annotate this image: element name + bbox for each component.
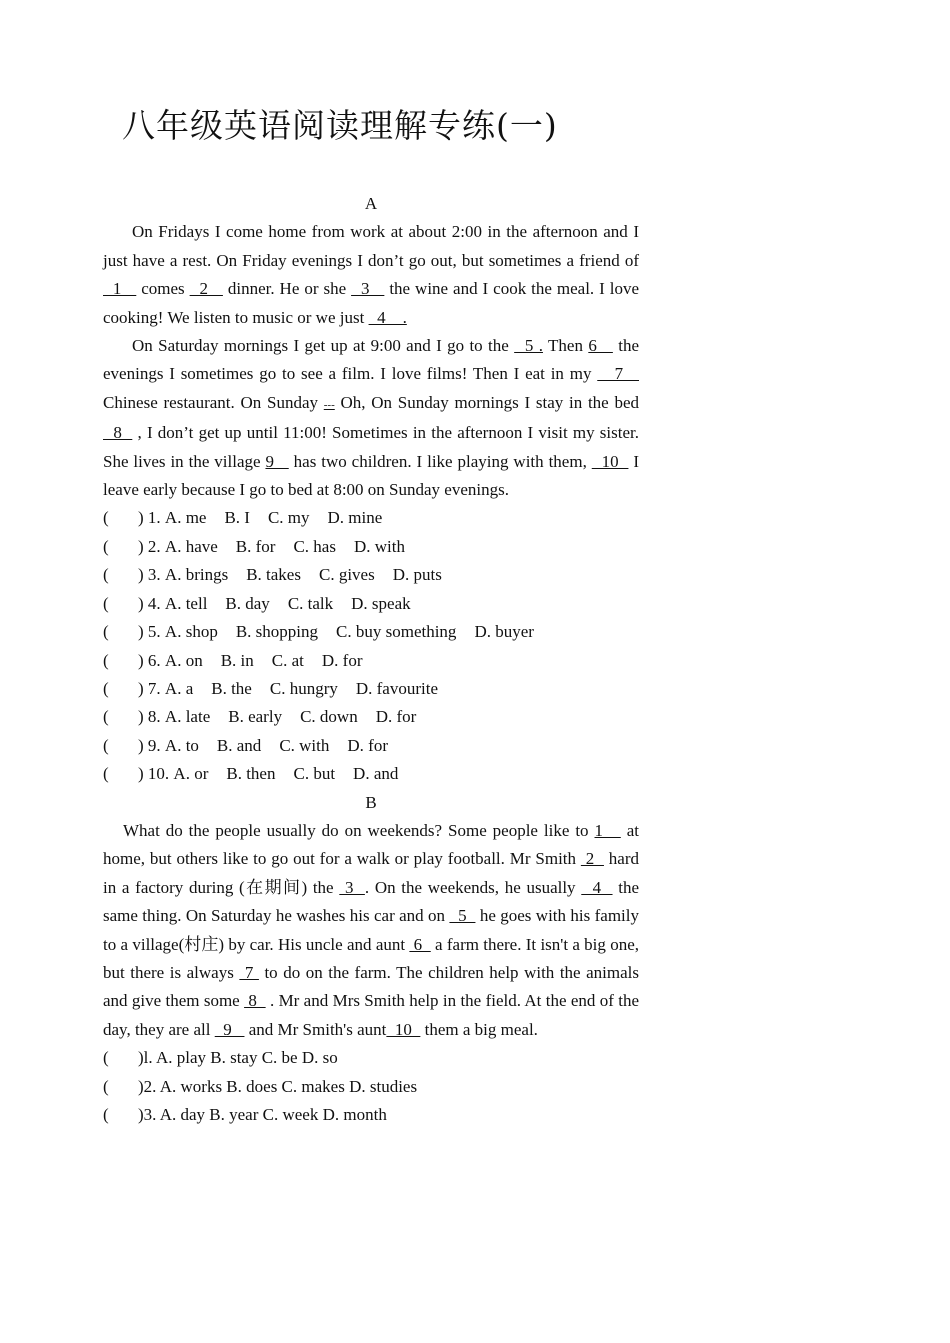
option-b: B. day: [225, 593, 270, 613]
option-c: C. my: [267, 508, 310, 528]
question-row: [103, 504, 639, 532]
option-d: D. favourite: [355, 678, 438, 698]
question-number: ) 8.: [138, 707, 161, 727]
option-a: A. late: [164, 707, 211, 727]
question-number: ) 9.: [138, 735, 161, 755]
stray-blank: ---: [323, 398, 335, 411]
question-number: ) 2.: [138, 536, 161, 556]
text-run: , I don’t get up until 11:00! Sometimes in the afternoon I visit my sister. She lives in the village: [103, 423, 639, 471]
text-run: On Saturday mornings I get up at 9:00 and I go to the: [132, 336, 515, 356]
option-c: C. at: [271, 650, 304, 670]
blank-8: 8: [244, 991, 266, 1011]
option-d: D. buyer: [474, 622, 534, 642]
question-text: )3. A. day B. year C. week D. month: [138, 1105, 387, 1124]
option-a: A. on: [164, 650, 203, 670]
option-c: C. gives: [318, 565, 375, 585]
answer-paren: (: [103, 735, 109, 755]
question-row: [103, 760, 639, 788]
question-number: ) 6.: [138, 650, 161, 670]
section-b-questions: [103, 1044, 639, 1129]
option-a: A. a: [164, 678, 194, 698]
blank-4: 4 .: [368, 307, 407, 327]
question-row: [103, 1073, 639, 1101]
document-body: [103, 190, 639, 1129]
answer-paren: (: [103, 1048, 109, 1068]
question-number: ) 5.: [138, 622, 161, 642]
answer-paren: (: [103, 707, 109, 727]
text-run: dinner. He or she: [222, 279, 352, 299]
blank-1: 1: [103, 279, 137, 299]
option-b: B. for: [235, 536, 276, 556]
option-b: B. in: [220, 650, 254, 670]
question-row: [103, 675, 639, 703]
blank-7: 7: [239, 962, 259, 982]
answer-paren: (: [103, 764, 109, 784]
option-c: C. buy something: [336, 622, 457, 642]
option-c: C. down: [300, 707, 358, 727]
blank-10: 10: [591, 451, 629, 471]
answer-paren: (: [103, 536, 109, 556]
option-d: D. speak: [351, 593, 411, 613]
option-c: C. but: [293, 764, 336, 784]
text-run: has two children. I like playing with them,: [288, 451, 592, 471]
blank-7: 7: [597, 364, 639, 384]
option-d: D. for: [321, 650, 363, 670]
text-run: . On the weekends, he usually: [364, 877, 582, 897]
text-run: them a big meal.: [420, 1019, 538, 1039]
blank-8: 8: [103, 423, 133, 443]
option-c: C. talk: [287, 593, 334, 613]
option-b: B. then: [226, 764, 276, 784]
blank-6: 6: [409, 934, 431, 954]
section-a-questions: [103, 504, 639, 788]
answer-paren: (: [103, 565, 109, 585]
question-row: [103, 533, 639, 561]
option-d: D. with: [353, 536, 405, 556]
text-run: and Mr Smith's aunt: [244, 1019, 387, 1039]
option-b: B. shopping: [235, 622, 319, 642]
blank-9: 9: [214, 1019, 245, 1039]
option-b: B. I: [224, 508, 250, 528]
option-a: A. or: [173, 764, 209, 784]
text-run: Chinese restaurant. On Sunday: [103, 392, 324, 412]
question-row: [103, 1101, 639, 1129]
question-number: ) 1.: [138, 508, 161, 528]
section-a-label: A: [364, 194, 378, 213]
section-b-paragraph: [103, 817, 639, 1044]
section-a-paragraph-1: [103, 218, 639, 332]
option-d: D. puts: [392, 565, 442, 585]
option-d: D. mine: [327, 508, 383, 528]
option-a: A. shop: [164, 622, 218, 642]
text-run: he goes with his family to a village(村庄) by car. His uncle and aunt: [103, 906, 639, 954]
question-row: [103, 618, 639, 646]
question-row: [103, 590, 639, 618]
option-c: C. hungry: [269, 678, 338, 698]
question-text: )2. A. works B. does C. makes D. studies: [138, 1076, 418, 1096]
option-d: D. and: [353, 764, 399, 784]
question-number: ) 7.: [138, 678, 161, 698]
text-run: On Fridays I come home from work at about 2:00 in the afternoon and I just have a rest. On Friday evenings I don’t go out, but sometimes a friend of: [103, 222, 639, 270]
blank-5: 5 .: [514, 336, 543, 356]
question-number: ) 10.: [138, 764, 170, 784]
blank-3: 3: [351, 279, 385, 299]
option-a: A. to: [164, 735, 199, 755]
question-row: [103, 561, 639, 589]
text-run: What do the people usually do on weekends? Some people like to: [123, 820, 595, 840]
option-b: B. and: [216, 735, 262, 755]
text-run: . Mr and Mrs Smith help in the field. At the end of the day, they are all: [103, 991, 640, 1039]
option-a: A. me: [164, 508, 207, 528]
option-d: D. for: [347, 735, 388, 755]
question-row: [103, 647, 639, 675]
option-b: B. takes: [246, 565, 301, 585]
text-run: hard in a factory during (在期间) the: [103, 849, 639, 897]
text-run: the evenings I sometimes go to see a film. I love films! Then I eat in my: [103, 336, 639, 384]
text-run: a farm there. It isn't a big one, but there is always: [103, 934, 639, 982]
text-run: to do on the farm. The children help with the animals and give them some: [103, 962, 640, 1011]
answer-paren: (: [103, 1076, 109, 1096]
page-title: 八年级英语阅读理解专练(一): [122, 106, 558, 145]
blank-9: 9: [265, 451, 289, 471]
text-run: the same thing. On Saturday he washes his car and on: [103, 877, 639, 926]
answer-paren: (: [103, 1105, 109, 1124]
option-c: C. with: [279, 735, 330, 755]
question-text: )l. A. play B. stay C. be D. so: [138, 1048, 338, 1068]
option-a: A. have: [164, 536, 218, 556]
answer-paren: (: [103, 622, 109, 642]
question-number: ) 4.: [138, 593, 161, 613]
option-b: B. early: [228, 707, 283, 727]
question-row: [103, 732, 639, 760]
option-d: D. for: [375, 707, 417, 727]
option-c: C. has: [293, 536, 336, 556]
option-a: A. brings: [164, 565, 229, 585]
text-run: I leave early because I go to bed at 8:00 on Sunday evenings.: [103, 451, 640, 500]
text-run: comes: [136, 279, 190, 299]
blank-6: 6: [588, 336, 613, 356]
option-a: A. tell: [164, 593, 208, 613]
blank-1: 1: [594, 820, 621, 840]
answer-paren: (: [103, 508, 109, 528]
blank-5: 5: [449, 906, 476, 926]
text-run: the wine and I cook the meal. I love cooking! We listen to music or we just: [103, 279, 640, 327]
blank-4: 4: [581, 877, 613, 897]
blank-10: 10: [386, 1019, 421, 1039]
option-b: B. the: [211, 678, 252, 698]
blank-3: 3: [339, 877, 365, 897]
question-row: [103, 1044, 639, 1072]
blank-2: 2: [580, 849, 604, 869]
text-run: at home, but others like to go out for a walk or play football. Mr Smith: [103, 820, 639, 869]
text-run: Then: [542, 336, 589, 356]
question-row: [103, 703, 639, 731]
section-a-paragraph-2: [103, 332, 639, 504]
section-b-label: B: [365, 792, 377, 812]
answer-paren: (: [103, 678, 109, 698]
question-number: ) 3.: [138, 565, 161, 585]
answer-paren: (: [103, 593, 109, 613]
blank-2: 2: [189, 279, 223, 299]
text-run: Oh, On Sunday mornings I stay in the bed: [334, 392, 639, 412]
answer-paren: (: [103, 650, 109, 670]
